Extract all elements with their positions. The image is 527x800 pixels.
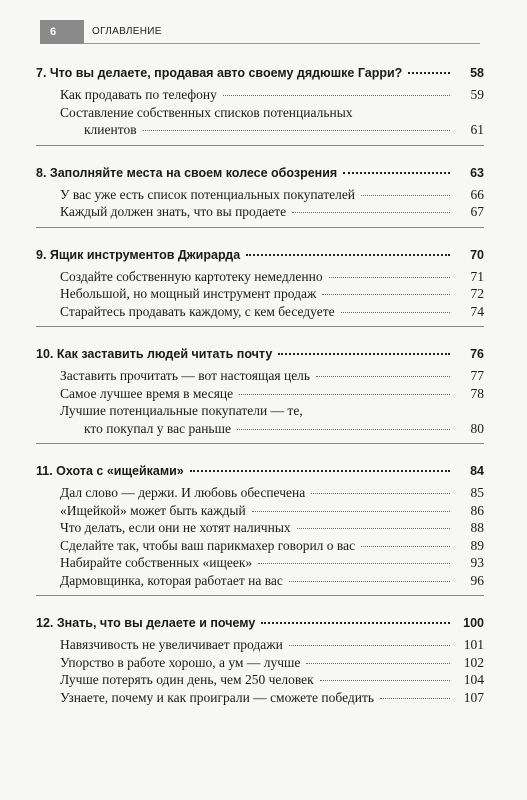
section-title: Старайтесь продавать каждому, с кем беседуете (60, 303, 335, 319)
dot-leader (246, 254, 450, 256)
section-entry[interactable] (36, 186, 484, 204)
section-entry[interactable] (36, 554, 484, 572)
section-entry[interactable] (36, 203, 484, 221)
dot-leader (223, 95, 450, 96)
dot-leader (341, 312, 450, 313)
section-page: 101 (463, 637, 484, 652)
chapter-10 (36, 345, 484, 444)
section-title: Небольшой, но мощный инструмент продаж (60, 286, 317, 301)
section-page: 78 (470, 385, 484, 401)
dot-leader (297, 528, 450, 529)
dot-leader (306, 663, 450, 664)
section-entry[interactable] (36, 367, 484, 385)
dot-leader (261, 622, 450, 624)
section-title-line1: Лучшие потенциальные покупатели — те, (60, 403, 303, 418)
chapter-title: 8. Заполняйте места на своем колесе обозрения (36, 165, 338, 180)
chapter-title: 9. Ящик инструментов Джирарда (36, 247, 241, 262)
section-title: Навязчивость не увеличивает продажи (60, 637, 283, 652)
section-page: 89 (470, 537, 484, 553)
section-entry[interactable] (36, 285, 484, 303)
chapter-page: 63 (470, 165, 484, 180)
dot-leader (143, 130, 450, 131)
section-title: Как продавать по телефону (60, 87, 217, 102)
chapter-heading[interactable] (36, 614, 484, 632)
dot-leader (237, 429, 450, 430)
chapter-title: 12. Знать, что вы делаете и почему (36, 616, 256, 630)
section-entry[interactable] (36, 636, 484, 654)
dot-leader (320, 680, 450, 681)
section-title: Заставить прочитать — вот настоящая цель (60, 368, 311, 383)
page-number: 6 (40, 20, 84, 44)
chapter-title: 10. Как заставить людей читать почту (36, 347, 273, 361)
section-title: Сделайте так, чтобы ваш парикмахер говорил о вас (60, 537, 356, 553)
section-page: 102 (463, 654, 484, 670)
section-title: Каждый должен знать, что вы продаете (60, 204, 287, 219)
section-page: 88 (470, 520, 484, 535)
dot-leader (311, 493, 450, 494)
section-entry[interactable] (36, 104, 484, 139)
chapter-heading[interactable] (36, 462, 484, 480)
chapter-heading[interactable] (36, 64, 484, 82)
dot-leader (329, 277, 450, 278)
dot-leader (278, 353, 450, 355)
section-title-line2: кто покупал у вас раньше (84, 420, 231, 436)
section-title: Лучше потерять один день, чем 250 человек (60, 672, 314, 687)
section-title: Дал слово — держи. И любовь обеспечена (60, 485, 306, 500)
section-page: 104 (463, 672, 484, 687)
section-page: 59 (470, 87, 484, 102)
section-title-line2-row (60, 420, 484, 438)
section-page: 67 (470, 204, 484, 219)
section-title: «Ищейкой» может быть каждый (60, 502, 246, 518)
section-page: 66 (470, 186, 484, 202)
section-page: 74 (470, 303, 484, 319)
dot-leader (380, 698, 450, 699)
chapter-8 (36, 164, 484, 228)
section-title: Упорство в работе хорошо, а ум — лучше (60, 654, 301, 670)
header-rule (84, 43, 480, 44)
section-page: 85 (470, 485, 484, 500)
section-page: 80 (470, 420, 484, 436)
section-entry[interactable] (36, 484, 484, 502)
dot-leader (361, 546, 450, 547)
section-entry[interactable] (36, 303, 484, 321)
dot-leader (258, 563, 450, 564)
section-title: Создайте собственную картотеку немедленно (60, 268, 323, 284)
section-page: 61 (470, 122, 484, 137)
chapter-7 (36, 64, 484, 146)
chapter-12 (36, 614, 484, 712)
section-entry[interactable] (36, 654, 484, 672)
dot-leader (408, 72, 450, 74)
chapter-heading[interactable] (36, 246, 484, 264)
section-page: 96 (470, 572, 484, 588)
section-page: 107 (463, 689, 484, 705)
dot-leader (289, 581, 450, 582)
section-title-line2: клиентов (84, 122, 137, 137)
section-page: 71 (470, 268, 484, 284)
section-entry[interactable] (36, 402, 484, 437)
section-title-line2-row (60, 121, 484, 139)
chapter-9 (36, 246, 484, 328)
chapter-page: 70 (470, 247, 484, 262)
section-entry[interactable] (36, 86, 484, 104)
dot-leader (343, 172, 450, 174)
chapter-11 (36, 462, 484, 596)
chapter-heading[interactable] (36, 345, 484, 363)
chapter-page: 58 (470, 66, 484, 80)
section-page: 86 (470, 502, 484, 518)
dot-leader (292, 212, 450, 213)
dot-leader (289, 645, 450, 646)
section-title: Самое лучшее время в месяце (60, 385, 234, 401)
dot-leader (252, 511, 450, 512)
section-title: Дармовщинка, которая работает на вас (60, 572, 283, 588)
table-of-contents (36, 64, 484, 730)
chapter-page: 76 (470, 347, 484, 361)
chapter-title: 7. Что вы делаете, продавая авто своему дядюшке Гарри? (36, 66, 403, 80)
section-title: Узнаете, почему и как проиграли — сможете победить (60, 689, 375, 705)
section-title: У вас уже есть список потенциальных покупателей (60, 186, 356, 202)
section-page: 93 (470, 555, 484, 570)
section-entry[interactable] (36, 268, 484, 286)
chapter-page: 100 (463, 616, 484, 630)
dot-leader (316, 376, 450, 377)
running-head-title: ОГЛАВЛЕНИЕ (92, 26, 162, 37)
section-page: 77 (470, 368, 484, 383)
section-entry[interactable] (36, 537, 484, 555)
section-entry[interactable] (36, 519, 484, 537)
section-entry[interactable] (36, 502, 484, 520)
chapter-heading[interactable] (36, 164, 484, 182)
section-title: Что делать, если они не хотят наличных (60, 520, 291, 535)
dot-leader (239, 394, 450, 395)
section-entry[interactable] (36, 385, 484, 403)
section-entry[interactable] (36, 671, 484, 689)
chapter-page: 84 (470, 464, 484, 478)
page-header (40, 20, 480, 44)
section-page: 72 (470, 286, 484, 301)
dot-leader (361, 195, 450, 196)
section-title: Набирайте собственных «ищеек» (60, 555, 253, 570)
chapter-title: 11. Охота с «ищейками» (36, 464, 184, 478)
dot-leader (322, 294, 450, 295)
section-title-line1: Составление собственных списков потенциальных (60, 104, 353, 120)
dot-leader (190, 470, 450, 472)
section-entry[interactable] (36, 572, 484, 590)
section-entry[interactable] (36, 689, 484, 707)
